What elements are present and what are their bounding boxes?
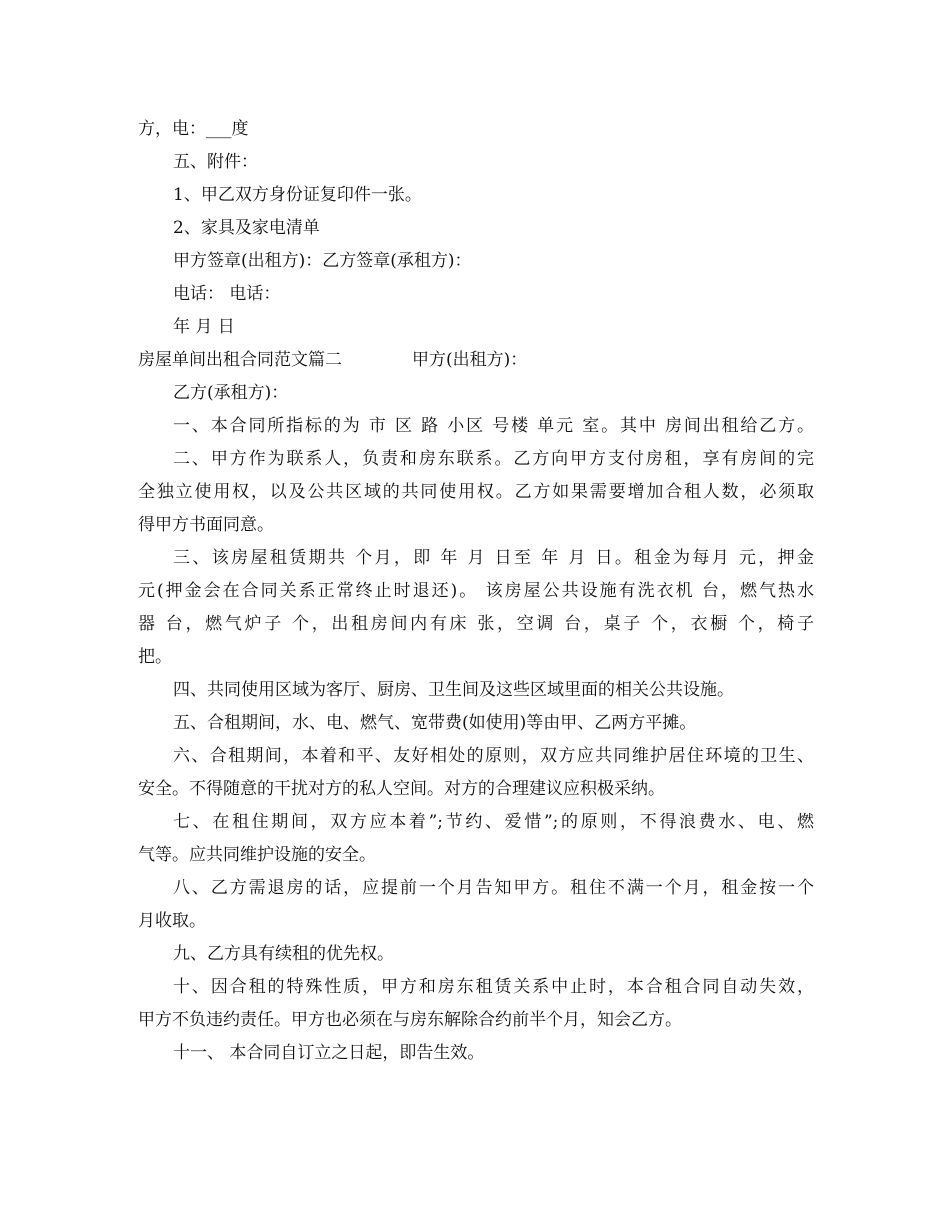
text-line (138, 575, 814, 608)
text-line-content: 五、附件： (173, 152, 258, 172)
text-line-content: 甲方签章(出租方)：乙方签章(承租方)： (173, 251, 472, 271)
text-line-content: 房屋单间出租合同范文篇二 (138, 350, 342, 370)
text-line-content: 七、在租住期间，双方应本着”;节约、爱惜”;的原则，不得浪费水、电、燃 (173, 812, 814, 832)
text-line-content: 二、甲方作为联系人，负责和房东联系。乙方向甲方支付房租，享有房间的完 (173, 449, 814, 469)
text-line-content: 全独立使用权，以及公共区域的共同使用权。乙方如果需要增加合租人数，必须取 (138, 482, 814, 502)
text-line-content: 年 月 日 (173, 317, 235, 337)
text-line-content: 六、合租期间，本着和平、友好相处的原则，双方应共同维护居住环境的卫生、 (173, 746, 814, 766)
text-line-content: 一、本合同所指标的为 市 区 路 小区 号楼 单元 室。其中 房间出租给乙方。 (173, 416, 814, 436)
text-line (138, 773, 814, 806)
text-line (138, 707, 814, 740)
text-line-content: 十、因合租的特殊性质，甲方和房东租赁关系中止时，本合租合同自动失效， (173, 977, 814, 997)
text-line (138, 938, 814, 971)
text-line (138, 146, 814, 179)
text-line-content: 气等。应共同维护设施的安全。 (138, 845, 376, 865)
text-line-content: 八、乙方需退房的话，应提前一个月告知甲方。租住不满一个月，租金按一个 (173, 878, 814, 898)
text-line-content: 十一、 本合同自订立之日起，即告生效。 (173, 1043, 485, 1063)
text-line-content: 四、共同使用区域为客厅、厨房、卫生间及这些区域里面的相关公共设施。 (173, 680, 734, 700)
text-line (138, 443, 814, 476)
text-line (138, 905, 814, 938)
text-line-content: 安全。不得随意的干扰对方的私人空间。对方的合理建议应积极采纳。 (138, 779, 665, 799)
text-line (138, 806, 814, 839)
text-line-content: 1、甲乙双方身份证复印件一张。 (173, 185, 422, 205)
text-line (138, 542, 814, 575)
text-line-content: 甲方不负违约责任。甲方也必须在与房东解除合约前半个月，知会乙方。 (138, 1010, 682, 1030)
text-line (138, 740, 814, 773)
text-line (138, 1004, 814, 1037)
text-line (138, 608, 814, 641)
text-line (138, 212, 814, 245)
text-line (138, 278, 814, 311)
text-line (138, 179, 814, 212)
document-body (138, 113, 814, 1070)
text-line (138, 311, 814, 344)
party-a-label: 甲方(出租方)： (412, 350, 528, 370)
text-line (138, 1037, 814, 1070)
text-line-content: 方，电：___度 (138, 119, 249, 139)
text-line (138, 476, 814, 509)
text-line (138, 674, 814, 707)
text-line (138, 641, 814, 674)
text-line (138, 245, 814, 278)
text-line-content: 月收取。 (138, 911, 206, 931)
text-line-content: 器 台，燃气炉子 个，出租房间内有床 张，空调 台，桌子 个，衣橱 个，椅子 (138, 614, 814, 634)
text-line-content: 元(押金会在合同关系正常终止时退还)。 该房屋公共设施有洗衣机 台，燃气热水 (138, 581, 814, 601)
text-line (138, 344, 814, 377)
text-line-content: 电话： 电话： (173, 284, 281, 304)
text-line (138, 839, 814, 872)
text-line-content: 三、该房屋租赁期共 个月，即 年 月 日至 年 月 日。租金为每月 元，押金 (173, 548, 814, 568)
text-line-content: 把。 (138, 647, 172, 667)
text-line-content: 五、合租期间，水、电、燃气、宽带费(如使用)等由甲、乙两方平摊。 (173, 713, 697, 733)
text-line (138, 113, 814, 146)
text-line (138, 509, 814, 542)
text-line-content: 得甲方书面同意。 (138, 515, 274, 535)
text-line (138, 377, 814, 410)
text-line-content: 2、家具及家电清单 (173, 218, 320, 238)
text-line-content: 乙方(承租方)： (173, 383, 289, 403)
text-line-content: 九、乙方具有续租的优先权。 (173, 944, 394, 964)
text-line (138, 971, 814, 1004)
text-line (138, 872, 814, 905)
text-line (138, 410, 814, 443)
